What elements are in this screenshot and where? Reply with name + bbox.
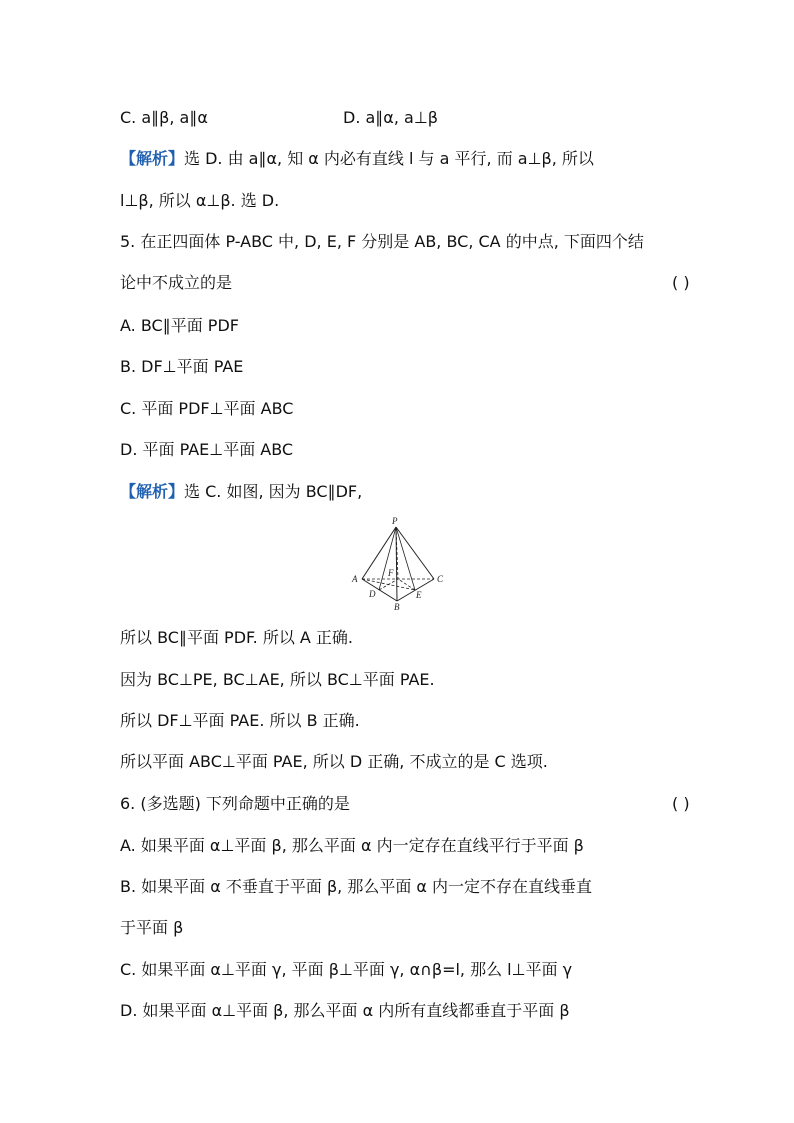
q5-stem-line1: 5. 在正四面体 P-ABC 中, D, E, F 分别是 AB, BC, CA 的中点, 下面四个结	[120, 232, 644, 251]
q5-stem-line2: 论中不成立的是	[120, 273, 233, 292]
label-B: B	[394, 602, 400, 612]
label-D: D	[369, 589, 376, 599]
tetrahedron-figure	[340, 515, 450, 615]
q6-option-d: D. 如果平面 α⊥平面 β, 那么平面 α 内所有直线都垂直于平面 β	[120, 1001, 570, 1020]
option-c: C. a∥β, a∥α	[120, 108, 208, 127]
q5-answer-paren: ( )	[672, 273, 690, 292]
q5-solution-line-4: 所以平面 ABC⊥平面 PAE, 所以 D 正确, 不成立的是 C 选项.	[120, 752, 548, 771]
solution-tag: 【解析】	[120, 482, 185, 501]
q5-option-d: D. 平面 PAE⊥平面 ABC	[120, 440, 294, 459]
q4-solution-line1	[120, 149, 594, 169]
q5-solution-intro	[120, 482, 362, 502]
option-d: D. a∥α, a⊥β	[343, 108, 438, 127]
q5-option-c: C. 平面 PDF⊥平面 ABC	[120, 399, 294, 418]
label-F: F	[388, 568, 394, 578]
q5-option-a: A. BC∥平面 PDF	[120, 316, 239, 335]
solution-tag: 【解析】	[120, 149, 185, 168]
edge-PE	[396, 527, 415, 590]
solution-text: 选 C. 如图, 因为 BC∥DF,	[184, 482, 363, 501]
q5-solution-line-3: 所以 DF⊥平面 PAE. 所以 B 正确.	[120, 711, 360, 730]
label-E: E	[416, 590, 422, 600]
edge-PD	[379, 527, 396, 590]
q6-answer-paren: ( )	[672, 794, 690, 813]
label-C: C	[437, 574, 444, 584]
q5-solution-line-1: 所以 BC∥平面 PDF. 所以 A 正确.	[120, 628, 354, 647]
q5-option-b: B. DF⊥平面 PAE	[120, 357, 244, 376]
q6-stem: 6. (多选题) 下列命题中正确的是	[120, 794, 350, 813]
q5-solution-line-2: 因为 BC⊥PE, BC⊥AE, 所以 BC⊥平面 PAE.	[120, 670, 435, 689]
q6-option-a: A. 如果平面 α⊥平面 β, 那么平面 α 内一定存在直线平行于平面 β	[120, 836, 584, 855]
q6-option-b-line2: 于平面 β	[120, 918, 184, 937]
label-A: A	[352, 574, 358, 584]
label-P: P	[392, 516, 398, 526]
q4-solution-line2: l⊥β, 所以 α⊥β. 选 D.	[120, 191, 280, 210]
edge-PC	[396, 527, 434, 579]
q6-option-c: C. 如果平面 α⊥平面 γ, 平面 β⊥平面 γ, α∩β=l, 那么 l⊥平面 γ	[120, 960, 573, 979]
solution-text: 选 D. 由 a∥α, 知 α 内必有直线 l 与 a 平行, 而 a⊥β, 所以	[184, 149, 594, 168]
q6-option-b-line1: B. 如果平面 α 不垂直于平面 β, 那么平面 α 内一定不存在直线垂直	[120, 877, 593, 896]
